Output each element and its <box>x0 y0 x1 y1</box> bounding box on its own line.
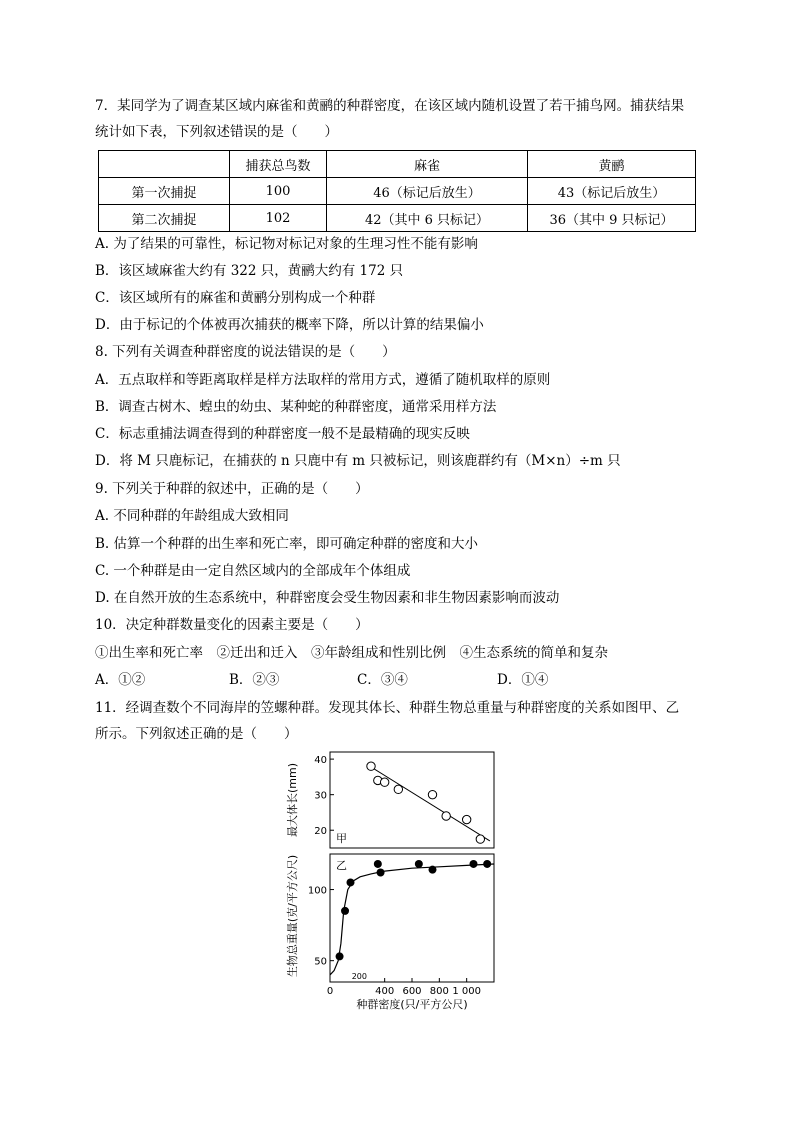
q10-stem: 10．决定种群数量变化的因素主要是（ ） <box>95 617 369 633</box>
panel-b-point <box>336 952 344 960</box>
panel-b-xtick-label-200: 200 <box>351 972 367 981</box>
table-cell: 第一次捕捉 <box>99 178 230 205</box>
q11-stem-line2: 所示。下列叙述正确的是（ ） <box>95 726 298 742</box>
table-header-cell: 麻雀 <box>327 151 528 178</box>
q8-option-d: D．将 M 只鹿标记，在捕获的 n 只鹿中有 m 只被标记，则该鹿群约有（M×n）÷m 只 <box>95 453 621 469</box>
panel-b-point <box>377 868 385 876</box>
q7-option-d: D．由于标记的个体被再次捕获的概率下降，所以计算的结果偏小 <box>95 317 484 333</box>
q7-option-b: B．该区域麻雀大约有 322 只，黄鹂大约有 172 只 <box>95 263 404 279</box>
table-cell: 46（标记后放生） <box>327 178 528 205</box>
panel-b-xlabel: 种群密度(只/平方公尺) <box>356 998 468 1011</box>
q10-factors: ①出生率和死亡率 ②迁出和迁入 ③年龄组成和性别比例 ④生态系统的简单和复杂 <box>95 645 608 661</box>
panel-b-xtick-label: 600 <box>402 986 422 997</box>
panel-b-ylabel: 生物总重量(克/平方公尺) <box>286 854 299 978</box>
table-row <box>99 205 696 232</box>
table-cell: 100 <box>230 178 327 205</box>
table-cell: 36（其中 9 只标记） <box>528 205 696 232</box>
q9-option-a: A. 不同种群的年龄组成大致相同 <box>95 508 289 524</box>
q10-option-b: B．②③ <box>229 672 280 688</box>
q8-option-b: B．调查古树木、蝗虫的幼虫、某种蛇的种群密度，通常采用样方法 <box>95 399 497 415</box>
q9-option-d: D. 在自然开放的生态系统中，种群密度会受生物因素和非生物因素影响而波动 <box>95 590 560 606</box>
panel-b-xtick-label: 1 000 <box>452 986 481 997</box>
q9-stem: 9. 下列关于种群的叙述中，正确的是（ ） <box>95 481 369 497</box>
panel-a-ytick-label: 30 <box>314 790 327 802</box>
q10-option-d: D．①④ <box>497 672 549 688</box>
panel-a-point <box>442 812 450 820</box>
q10-option-c: C．③④ <box>357 672 408 688</box>
table-header-cell: 捕获总鸟数 <box>230 151 327 178</box>
panel-b-point <box>341 907 349 915</box>
q7-option-a: A. 为了结果的可靠性，标记物对标记对象的生理习性不能有影响 <box>95 236 478 252</box>
table-header-cell: 黄鹂 <box>528 151 696 178</box>
q9-option-c: C. 一个种群是由一定自然区域内的全部成年个体组成 <box>95 563 411 579</box>
panel-b-ytick-label: 100 <box>307 885 327 897</box>
panel-a-ytick-label: 20 <box>314 826 327 838</box>
table-cell: 42（其中 6 只标记） <box>327 205 528 232</box>
panel-b-curve <box>330 864 494 975</box>
q9-option-b: B. 估算一个种群的出生率和死亡率，即可确定种群的密度和大小 <box>95 536 479 552</box>
q8-stem: 8. 下列有关调查种群密度的说法错误的是（ ） <box>95 344 396 360</box>
panel-a-frame <box>330 752 494 848</box>
panel-a-point <box>476 835 484 843</box>
panel-a-ytick-label: 40 <box>314 755 327 767</box>
panel-a-point <box>462 815 470 823</box>
table-cell: 102 <box>230 205 327 232</box>
table-cell: 43（标记后放生） <box>528 178 696 205</box>
panel-a-point <box>394 785 402 793</box>
panel-b-frame <box>330 854 494 982</box>
panel-a-ylabel: 最大体长(mm) <box>286 762 299 838</box>
panel-b-xtick-label: 0 <box>326 986 334 997</box>
q7-stem-line2: 统计如下表，下列叙述错误的是（ ） <box>95 124 338 140</box>
q7-option-c: C．该区域所有的麻雀和黄鹂分别构成一个种群 <box>95 290 376 306</box>
q11-stem-line1: 11．经调查数个不同海岸的笠螺种群。发现其体长、种群生物总重量与种群密度的关系如图甲、乙 <box>95 700 680 716</box>
panel-b-ytick-label: 50 <box>314 956 327 968</box>
panel-b-tag: 乙 <box>336 859 347 872</box>
q7-stem-line1: 7．某同学为了调查某区域内麻雀和黄鹂的种群密度，在该区域内随机设置了若干捕鸟网。捕获结果 <box>95 98 685 114</box>
table-header-cell <box>99 151 230 178</box>
q11-figure <box>286 748 506 1016</box>
table-row <box>99 178 696 205</box>
q8-option-c: C．标志重捕法调查得到的种群密度一般不是最精确的现实反映 <box>95 426 470 442</box>
panel-b-point <box>483 860 491 868</box>
q10-option-a: A．①② <box>95 672 146 688</box>
panel-b-point <box>374 860 382 868</box>
table-cell: 第二次捕捉 <box>99 205 230 232</box>
panel-b-xtick-label: 400 <box>375 986 395 997</box>
panel-b-point <box>429 866 437 874</box>
panel-a-trendline <box>367 764 490 840</box>
panel-b-point <box>415 860 423 868</box>
panel-a-point <box>380 778 388 786</box>
panel-b-point <box>470 860 478 868</box>
panel-a-point <box>367 762 375 770</box>
panel-a-point <box>428 790 436 798</box>
q8-option-a: A．五点取样和等距离取样是样方法取样的常用方式，遵循了随机取样的原则 <box>95 372 551 388</box>
table-header-row <box>99 151 696 178</box>
capture-table <box>98 150 696 232</box>
panel-b-xtick-label: 800 <box>429 986 449 997</box>
panel-b-point <box>347 878 355 886</box>
panel-a-tag: 甲 <box>336 832 347 845</box>
